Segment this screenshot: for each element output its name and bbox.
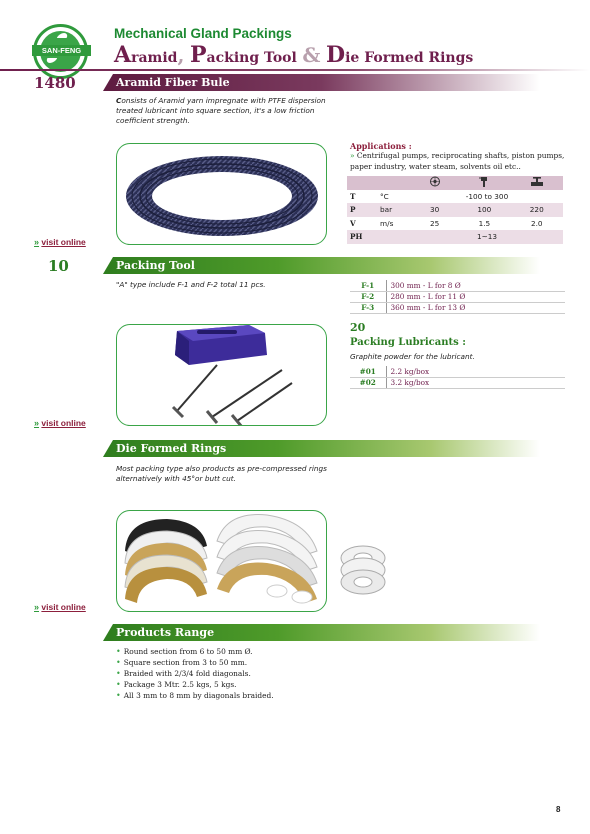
page-number: 8 bbox=[556, 805, 561, 814]
applications-text: » Centrifugal pumps, reciprocating shafts, piston pumps, paper industry, water steam, solvents oil etc.. bbox=[350, 151, 565, 171]
list-item: • Square section from 3 to 50 mm. bbox=[116, 658, 248, 667]
section1-title: Aramid Fiber Bule bbox=[116, 76, 230, 89]
section1-code: 1480 bbox=[34, 74, 76, 92]
section1-description: Consists of Aramid yarn impregnate with PTFE dispersion treated lubricant into square section, it's a low friction coefficient strength. bbox=[116, 96, 326, 125]
section4-title: Products Range bbox=[116, 626, 215, 639]
lubricant-description: Graphite powder for the lubricant. bbox=[350, 352, 475, 361]
section1-visit-link[interactable]: » visit online bbox=[34, 237, 86, 247]
tool-table: F-1 300 mm - L for 8 Ø F-2 280 mm - L for 11 Ø F-3 360 mm - L for 13 Ø bbox=[350, 280, 565, 314]
list-item: • Round section from 6 to 50 mm Ø. bbox=[116, 647, 253, 656]
section3-description: Most packing type also products as pre-compressed rings alternatively with 45°or butt cut. bbox=[116, 464, 327, 483]
die-formed-rings-photo bbox=[116, 510, 327, 612]
lubricant-title: Packing Lubricants : bbox=[350, 337, 466, 348]
loose-rings-photo bbox=[338, 540, 388, 605]
applications-label: Applications : bbox=[350, 141, 412, 151]
valve-icon bbox=[511, 176, 563, 190]
rotary-pump-icon bbox=[411, 176, 458, 190]
list-item: • Braided with 2/3/4 fold diagonals. bbox=[116, 669, 251, 678]
lubricant-code: 20 bbox=[350, 321, 366, 334]
header-rule bbox=[0, 69, 590, 71]
section3-title: Die Formed Rings bbox=[116, 442, 227, 455]
products-range-list bbox=[116, 646, 376, 701]
section1-bar bbox=[103, 74, 540, 91]
section2-bar bbox=[103, 257, 540, 274]
list-item: • All 3 mm to 8 mm by diagonals braided. bbox=[116, 691, 274, 700]
section2-visit-link[interactable]: » visit online bbox=[34, 418, 86, 428]
section4-bar bbox=[103, 624, 540, 641]
logo-brand-text: SAN-FENG bbox=[32, 45, 91, 56]
page-title: Aramid, Packing Tool & Die Formed Rings bbox=[114, 42, 474, 68]
aramid-packing-photo bbox=[116, 143, 327, 245]
section3-visit-link[interactable]: » visit online bbox=[34, 602, 86, 612]
spec-table: T °C -100 to 300 P bar 30 100 220 V m/s 25 1.5 2.0 PH 1~13 bbox=[347, 176, 563, 244]
section2-description: "A" type include F-1 and F-2 total 11 pcs. bbox=[116, 280, 266, 289]
lubricant-table: #01 2.2 kg/box #02 3.2 kg/box bbox=[350, 366, 565, 389]
section2-code: 10 bbox=[48, 257, 69, 275]
packing-tool-photo bbox=[116, 324, 327, 426]
list-item: • Package 3 Mtr. 2.5 kgs, 5 kgs. bbox=[116, 680, 237, 689]
reciprocating-icon bbox=[458, 176, 510, 190]
section2-title: Packing Tool bbox=[116, 259, 195, 272]
section3-bar bbox=[103, 440, 540, 457]
category-title: Mechanical Gland Packings bbox=[114, 26, 292, 41]
